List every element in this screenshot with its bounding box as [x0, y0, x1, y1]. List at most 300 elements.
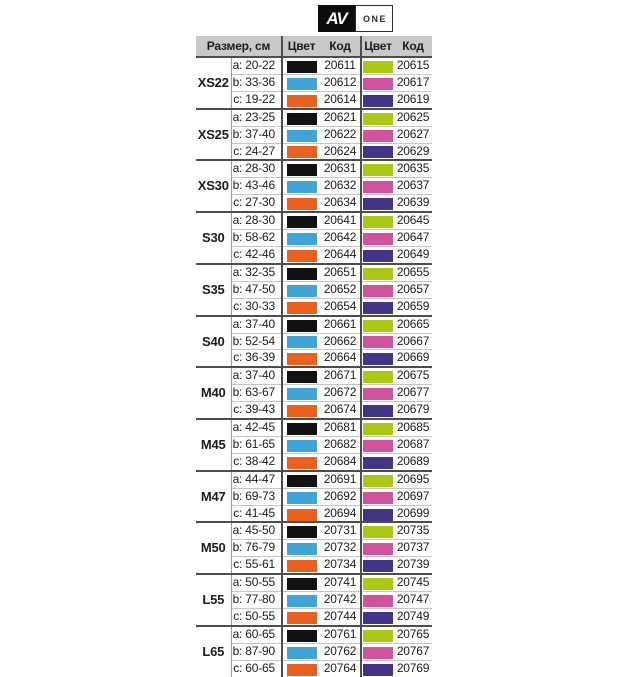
color-swatch-cell: [282, 402, 320, 419]
blue-swatch: [287, 388, 317, 400]
measurement-cell: a: 28-30: [231, 160, 282, 177]
measurement-cell: a: 42-45: [231, 419, 282, 436]
code-cell: 20621: [320, 109, 361, 126]
purple-swatch: [363, 457, 393, 469]
code-cell: 20731: [320, 522, 361, 539]
color-swatch-cell: [282, 230, 320, 247]
measurement-cell: c: 30-33: [231, 298, 282, 315]
table-row: [196, 109, 432, 126]
pink-swatch: [363, 595, 393, 607]
code-cell: 20694: [320, 505, 361, 522]
code-cell: 20672: [320, 385, 361, 402]
table-row: [196, 74, 432, 91]
black-swatch: [287, 371, 317, 383]
color-swatch-cell: [361, 385, 394, 402]
color-swatch-cell: [282, 557, 320, 574]
code-cell: 20642: [320, 230, 361, 247]
table-row: [196, 178, 432, 195]
code-cell: 20749: [394, 609, 432, 626]
table-row: [196, 592, 432, 609]
pink-swatch: [363, 233, 393, 245]
table-row: [196, 660, 432, 676]
blue-swatch: [287, 440, 317, 452]
code-cell: 20652: [320, 281, 361, 298]
color-swatch-cell: [361, 660, 394, 676]
code-cell: 20684: [320, 453, 361, 470]
table-row: [196, 471, 432, 488]
color-swatch-cell: [282, 660, 320, 676]
color-swatch-cell: [361, 298, 394, 315]
color-swatch-cell: [361, 436, 394, 453]
code-cell: 20665: [394, 316, 432, 333]
purple-swatch: [363, 509, 393, 521]
table-row: [196, 522, 432, 539]
header-size: Размер, см: [196, 36, 282, 57]
color-swatch-cell: [282, 74, 320, 91]
measurement-cell: b: 58-62: [231, 230, 282, 247]
color-swatch-cell: [282, 57, 320, 74]
measurement-cell: a: 23-25: [231, 109, 282, 126]
header-color-2: Цвет: [361, 36, 394, 57]
table-row: [196, 385, 432, 402]
black-swatch: [287, 61, 317, 73]
table-row: [196, 453, 432, 470]
table-row: [196, 505, 432, 522]
color-swatch-cell: [361, 230, 394, 247]
blue-swatch: [287, 285, 317, 297]
orange-swatch: [287, 95, 317, 107]
lime-swatch: [363, 320, 393, 332]
code-cell: 20615: [396, 58, 430, 72]
code-cell: 20659: [394, 298, 432, 315]
black-swatch: [287, 164, 317, 176]
lime-swatch: [363, 526, 393, 538]
code-cell: 20641: [320, 212, 361, 229]
size-label: L55: [196, 574, 231, 626]
code-cell: 20655: [394, 264, 432, 281]
code-cell: 20675: [394, 367, 432, 384]
color-swatch-cell: [282, 91, 320, 108]
code-cell: 20681: [320, 419, 361, 436]
pink-swatch: [363, 336, 393, 348]
blue-swatch: [287, 595, 317, 607]
orange-swatch: [287, 457, 317, 469]
code-cell: 20745: [394, 574, 432, 591]
table-row: [196, 436, 432, 453]
color-swatch-cell: [361, 350, 394, 367]
color-swatch-cell: [282, 281, 320, 298]
table-row: [196, 626, 432, 643]
color-swatch-cell: [361, 488, 394, 505]
color-swatch-cell: [282, 333, 320, 350]
color-swatch-cell: [282, 126, 320, 143]
color-swatch-cell: [282, 212, 320, 229]
measurement-cell: a: 60-65: [231, 626, 282, 643]
measurement-cell: a: 20-22: [231, 57, 282, 74]
color-swatch-cell: [282, 109, 320, 126]
color-swatch-cell: [282, 592, 320, 609]
purple-swatch: [363, 146, 393, 158]
measurement-cell: a: 37-40: [231, 316, 282, 333]
table-row: [196, 57, 432, 74]
code-cell: 20644: [320, 246, 361, 263]
code-cell: 20664: [320, 350, 361, 367]
measurement-cell: a: 37-40: [231, 367, 282, 384]
measurement-cell: b: 63-67: [231, 385, 282, 402]
table-row: [196, 367, 432, 384]
code-cell: 20634: [320, 195, 361, 212]
size-label: M45: [196, 419, 231, 471]
size-code-table: [196, 36, 432, 677]
code-cell: 20682: [320, 436, 361, 453]
blue-swatch: [287, 78, 317, 90]
color-swatch-cell: [361, 574, 394, 591]
code-cell: 20617: [394, 74, 432, 91]
blue-swatch: [287, 647, 317, 659]
measurement-cell: a: 32-35: [231, 264, 282, 281]
black-swatch: [287, 216, 317, 228]
code-cell: 20627: [394, 126, 432, 143]
color-swatch-cell: [361, 126, 394, 143]
code-cell: 20647: [394, 230, 432, 247]
pink-swatch: [363, 78, 393, 90]
color-swatch-cell: [361, 505, 394, 522]
logo-monogram: AV: [318, 5, 355, 32]
code-cell: 20677: [394, 385, 432, 402]
table-row: [196, 298, 432, 315]
pink-swatch: [363, 130, 393, 142]
pink-swatch: [363, 388, 393, 400]
purple-swatch: [363, 198, 393, 210]
pink-swatch: [363, 543, 393, 555]
table-row: [196, 402, 432, 419]
color-swatch-cell: [282, 609, 320, 626]
measurement-cell: c: 42-46: [231, 246, 282, 263]
size-label: XS25: [196, 109, 231, 161]
color-swatch-cell: [282, 436, 320, 453]
black-swatch: [287, 268, 317, 280]
color-swatch-cell: [361, 91, 394, 108]
code-cell: 20691: [320, 471, 361, 488]
measurement-cell: c: 38-42: [231, 453, 282, 470]
measurement-cell: b: 33-36: [231, 74, 282, 91]
pink-swatch: [363, 647, 393, 659]
orange-swatch: [287, 146, 317, 158]
black-swatch: [287, 475, 317, 487]
measurement-cell: b: 52-54: [231, 333, 282, 350]
measurement-cell: c: 39-43: [231, 402, 282, 419]
color-swatch-cell: [361, 57, 394, 74]
color-swatch-cell: [361, 246, 394, 263]
black-swatch: [287, 320, 317, 332]
code-cell: 20622: [320, 126, 361, 143]
color-swatch-cell: [361, 178, 394, 195]
code-cell: 20732: [320, 540, 361, 557]
code-cell: 20632: [320, 178, 361, 195]
table-header: [196, 36, 432, 57]
measurement-cell: b: 43-46: [231, 178, 282, 195]
black-swatch: [287, 113, 317, 125]
pink-swatch: [363, 492, 393, 504]
code-cell: 20619: [394, 91, 432, 108]
blue-swatch: [287, 181, 317, 193]
measurement-cell: a: 50-55: [231, 574, 282, 591]
color-swatch-cell: [361, 367, 394, 384]
code-cell: 20645: [394, 212, 432, 229]
code-cell: 20765: [394, 626, 432, 643]
header-code-2: Код: [394, 36, 432, 57]
code-cell: 20735: [394, 522, 432, 539]
color-swatch-cell: [282, 471, 320, 488]
orange-swatch: [287, 353, 317, 365]
color-swatch-cell: [282, 540, 320, 557]
code-cell: 20764: [320, 660, 361, 676]
code-cell: 20687: [394, 436, 432, 453]
color-swatch-cell: [361, 419, 394, 436]
code-cell: 20611: [324, 58, 356, 72]
color-swatch-cell: [282, 160, 320, 177]
code-cell: 20629: [394, 143, 432, 160]
color-swatch-cell: [361, 143, 394, 160]
lime-swatch: [363, 216, 393, 228]
code-cell: 20761: [320, 626, 361, 643]
table-row: [196, 419, 432, 436]
size-label: M40: [196, 367, 231, 419]
code-cell: 20614: [320, 91, 361, 108]
measurement-cell: c: 27-30: [231, 195, 282, 212]
orange-swatch: [287, 612, 317, 624]
measurement-cell: b: 77-80: [231, 592, 282, 609]
pink-swatch: [363, 285, 393, 297]
color-swatch-cell: [282, 316, 320, 333]
measurement-cell: b: 61-65: [231, 436, 282, 453]
purple-swatch: [363, 405, 393, 417]
color-swatch-cell: [361, 316, 394, 333]
size-label: S30: [196, 212, 231, 264]
lime-swatch: [363, 268, 393, 280]
code-cell: 20695: [394, 471, 432, 488]
table-row: [196, 609, 432, 626]
measurement-cell: c: 50-55: [231, 609, 282, 626]
measurement-cell: b: 47-50: [231, 281, 282, 298]
color-swatch-cell: [282, 195, 320, 212]
color-swatch-cell: [361, 195, 394, 212]
code-cell: 20739: [394, 557, 432, 574]
orange-swatch: [287, 664, 317, 676]
orange-swatch: [287, 405, 317, 417]
measurement-cell: c: 24-27: [231, 143, 282, 160]
lime-swatch: [363, 475, 393, 487]
color-swatch-cell: [361, 592, 394, 609]
measurement-cell: c: 36-39: [231, 350, 282, 367]
code-cell: 20661: [320, 316, 361, 333]
code-cell: 20692: [320, 488, 361, 505]
code-cell: 20734: [320, 557, 361, 574]
color-swatch-cell: [361, 471, 394, 488]
measurement-cell: c: 19-22: [231, 91, 282, 108]
color-swatch-cell: [282, 488, 320, 505]
purple-swatch: [363, 353, 393, 365]
size-label: XS30: [196, 160, 231, 212]
measurement-cell: b: 37-40: [231, 126, 282, 143]
table-row: [196, 246, 432, 263]
measurement-cell: a: 44-47: [231, 471, 282, 488]
color-swatch-cell: [361, 74, 394, 91]
color-swatch-cell: [361, 522, 394, 539]
color-swatch-cell: [361, 212, 394, 229]
color-swatch-cell: [282, 453, 320, 470]
lime-swatch: [363, 578, 393, 590]
table-row: [196, 195, 432, 212]
code-cell: 20612: [320, 74, 361, 91]
code-cell: 20689: [394, 453, 432, 470]
logo-wordmark: ONE: [355, 5, 393, 32]
measurement-cell: a: 45-50: [231, 522, 282, 539]
color-swatch-cell: [361, 333, 394, 350]
code-cell: 20742: [320, 592, 361, 609]
color-swatch-cell: [282, 505, 320, 522]
code-cell: 20697: [394, 488, 432, 505]
blue-swatch: [287, 336, 317, 348]
code-cell: 20674: [320, 402, 361, 419]
lime-swatch: [363, 113, 393, 125]
table-row: [196, 540, 432, 557]
color-swatch-cell: [361, 643, 394, 660]
color-swatch-cell: [361, 109, 394, 126]
orange-swatch: [287, 198, 317, 210]
code-cell: 20657: [394, 281, 432, 298]
code-cell: 20737: [394, 540, 432, 557]
code-cell: 20639: [394, 195, 432, 212]
table-row: [196, 91, 432, 108]
table-row: [196, 557, 432, 574]
brand-logo: [318, 5, 393, 32]
size-label: XS22: [197, 74, 229, 90]
lime-swatch: [363, 61, 393, 73]
code-cell: 20635: [394, 160, 432, 177]
pink-swatch: [363, 440, 393, 452]
code-cell: 20671: [320, 367, 361, 384]
code-cell: 20679: [394, 402, 432, 419]
measurement-cell: b: 69-73: [231, 488, 282, 505]
code-cell: 20631: [320, 160, 361, 177]
purple-swatch: [363, 250, 393, 262]
code-cell: 20625: [394, 109, 432, 126]
table-row: [196, 143, 432, 160]
code-cell: 20669: [394, 350, 432, 367]
size-label: S40: [196, 316, 231, 368]
header-code-1: Код: [320, 36, 361, 57]
color-swatch-cell: [282, 626, 320, 643]
measurement-cell: b: 76-79: [231, 540, 282, 557]
color-swatch-cell: [282, 419, 320, 436]
code-cell: 20762: [320, 643, 361, 660]
lime-swatch: [363, 630, 393, 642]
code-cell: 20744: [320, 609, 361, 626]
blue-swatch: [287, 130, 317, 142]
size-label: M50: [196, 522, 231, 574]
measurement-cell: c: 60-65: [231, 660, 282, 676]
purple-swatch: [363, 560, 393, 572]
table-row: [196, 160, 432, 177]
orange-swatch: [287, 250, 317, 262]
code-cell: 20767: [394, 643, 432, 660]
lime-swatch: [363, 423, 393, 435]
black-swatch: [287, 578, 317, 590]
code-cell: 20651: [320, 264, 361, 281]
purple-swatch: [363, 302, 393, 314]
table-row: [196, 126, 432, 143]
code-cell: 20662: [320, 333, 361, 350]
table-row: [196, 574, 432, 591]
black-swatch: [287, 423, 317, 435]
code-cell: 20685: [394, 419, 432, 436]
blue-swatch: [287, 492, 317, 504]
lime-swatch: [363, 371, 393, 383]
table-row: [196, 350, 432, 367]
color-swatch-cell: [282, 522, 320, 539]
measurement-cell: a: 28-30: [231, 212, 282, 229]
size-label: M47: [196, 471, 231, 523]
table-row: [196, 230, 432, 247]
color-swatch-cell: [361, 453, 394, 470]
color-swatch-cell: [361, 281, 394, 298]
orange-swatch: [287, 509, 317, 521]
orange-swatch: [287, 560, 317, 572]
header-color-1: Цвет: [282, 36, 320, 57]
code-cell: 20769: [394, 660, 432, 676]
table-row: [196, 212, 432, 229]
code-cell: 20699: [394, 505, 432, 522]
lime-swatch: [363, 164, 393, 176]
measurement-cell: c: 55-61: [231, 557, 282, 574]
measurement-cell: b: 87-90: [231, 643, 282, 660]
color-swatch-cell: [361, 402, 394, 419]
code-cell: 20741: [320, 574, 361, 591]
code-cell: 20649: [394, 246, 432, 263]
orange-swatch: [287, 302, 317, 314]
color-swatch-cell: [282, 246, 320, 263]
color-swatch-cell: [282, 298, 320, 315]
code-cell: 20747: [394, 592, 432, 609]
code-cell: 20667: [394, 333, 432, 350]
color-swatch-cell: [282, 178, 320, 195]
color-swatch-cell: [361, 264, 394, 281]
blue-swatch: [287, 543, 317, 555]
color-swatch-cell: [282, 385, 320, 402]
table-row: [196, 643, 432, 660]
color-swatch-cell: [361, 609, 394, 626]
code-cell: 20654: [320, 298, 361, 315]
color-swatch-cell: [282, 367, 320, 384]
measurement-cell: c: 41-45: [231, 505, 282, 522]
black-swatch: [287, 526, 317, 538]
pink-swatch: [363, 181, 393, 193]
table-row: [196, 264, 432, 281]
color-swatch-cell: [282, 350, 320, 367]
code-cell: 20637: [394, 178, 432, 195]
color-swatch-cell: [282, 643, 320, 660]
color-swatch-cell: [361, 626, 394, 643]
purple-swatch: [363, 95, 393, 107]
black-swatch: [287, 630, 317, 642]
color-swatch-cell: [282, 143, 320, 160]
table-row: [196, 333, 432, 350]
code-cell: 20624: [320, 143, 361, 160]
table-row: [196, 488, 432, 505]
size-label: S35: [196, 264, 231, 316]
color-swatch-cell: [361, 540, 394, 557]
